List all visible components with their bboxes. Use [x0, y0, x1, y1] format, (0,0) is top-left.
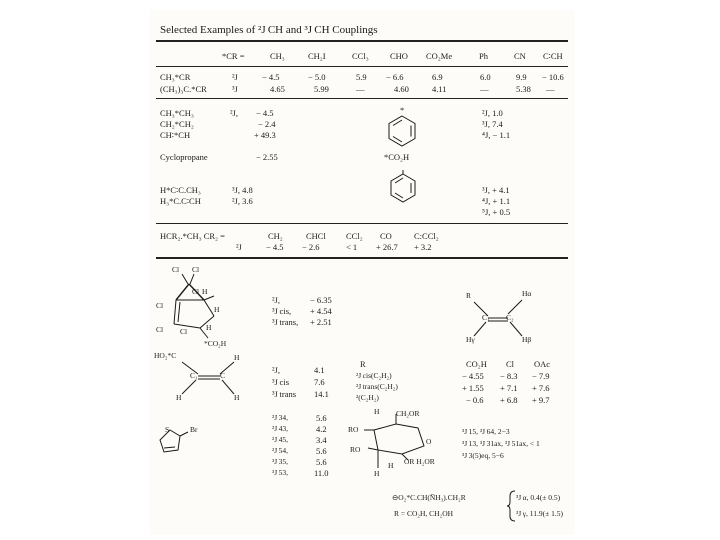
j-label: ²J — [236, 242, 242, 252]
compound-label: H*C∶C.CH₃ — [160, 185, 201, 195]
thiophene-structure — [158, 426, 208, 458]
j-label: ³J 35, — [272, 457, 289, 466]
atom-label: HO₂*C — [154, 351, 177, 360]
atom-label: Hγ — [466, 335, 475, 344]
compound-label: CH₃*CH₃ — [160, 108, 194, 118]
value: 6.0 — [480, 72, 491, 82]
j-label: ³J trans — [272, 389, 297, 399]
value: − 5.0 — [308, 72, 326, 82]
value: − 6.6 — [386, 72, 404, 82]
value: — — [480, 84, 489, 94]
value: — — [546, 84, 555, 94]
atom-label: Cl — [156, 301, 164, 310]
coupling-value: ²J, 3.6 — [232, 196, 253, 206]
divider — [156, 223, 568, 224]
value: − 0.6 — [466, 395, 484, 405]
value: + 3.2 — [414, 242, 432, 252]
j-label: ³J trans, — [272, 317, 299, 327]
r-label: R — [360, 359, 366, 369]
atom-label: C — [220, 371, 226, 380]
col-header: Cl — [506, 359, 515, 369]
value: 4.1 — [314, 365, 325, 375]
value: 4.65 — [270, 84, 285, 94]
col-header: CH₃ — [270, 51, 285, 61]
j-label: ²J 54, — [272, 446, 289, 455]
value: 4.2 — [316, 424, 327, 434]
value: 5.99 — [314, 84, 329, 94]
page-title: Selected Examples of ²J CH and ³J CH Couplings — [160, 24, 378, 36]
value: + 1.55 — [462, 383, 484, 393]
j-label: ²J trans(C₂H₂) — [356, 382, 398, 391]
alkene-structure — [462, 290, 542, 348]
value: − 8.3 — [500, 371, 518, 381]
value: − 6.35 — [310, 295, 332, 305]
benzene-structure — [386, 114, 418, 148]
atom-label: C₁ — [190, 371, 198, 380]
value: + 6.8 — [500, 395, 518, 405]
value: − 2.6 — [302, 242, 320, 252]
col-header: CN — [514, 51, 526, 61]
value: 5.6 — [316, 413, 327, 423]
value: 5.38 — [516, 84, 531, 94]
coupling-value: ⁵J, + 0.5 — [482, 207, 511, 217]
value: 5.9 — [356, 72, 367, 82]
coupling-value: ³J 13, ³J 31ax, ³J 51ax, < 1 — [462, 439, 540, 448]
value: 4.60 — [394, 84, 409, 94]
atom-label: R — [466, 291, 472, 300]
col-header: CHCl — [306, 231, 326, 241]
value: − 7.9 — [532, 371, 550, 381]
col-header: Ph — [479, 51, 488, 61]
atom-label: C₁ — [482, 313, 490, 322]
col-header: C:CCl₂ — [414, 231, 439, 241]
atom-label: H — [176, 393, 182, 402]
header-label: *CR = — [222, 51, 245, 61]
j-label: ²J, — [230, 108, 238, 118]
atom-label: RO — [348, 425, 359, 434]
document-page — [150, 10, 575, 535]
j-label: ²J 45, — [272, 435, 289, 444]
value: − 4.5 — [262, 72, 280, 82]
col-header: C∶CH — [543, 51, 563, 61]
compound-label: H₃*C.C∶CH — [160, 196, 201, 206]
carbon-mark: * — [400, 105, 405, 115]
atom-label: Br — [190, 425, 198, 434]
coupling-value: ³J, + 4.1 — [482, 185, 510, 195]
bicyclic-structure — [154, 266, 240, 350]
col-header: CH₂ — [268, 231, 283, 241]
value: − 4.55 — [462, 371, 484, 381]
atom-label: *CO₂H — [204, 339, 227, 348]
value: + 26.7 — [376, 242, 398, 252]
compound-label: Cyclopropane — [160, 152, 208, 162]
col-header: OAc — [534, 359, 551, 369]
formula: ⊖O₂*C.CH(N̅H₃).CH₂R — [392, 493, 466, 502]
atom-label: Cl — [172, 265, 180, 274]
compound-label: CH∶*CH — [160, 130, 191, 140]
atom-label: H — [374, 407, 380, 416]
value: + 7.1 — [500, 383, 518, 393]
compound-label: CH₂*CH₂ — [160, 119, 194, 129]
coupling-value: ²J, 1.0 — [482, 108, 503, 118]
divider — [156, 98, 568, 99]
value: < 1 — [346, 242, 358, 252]
atom-label: Hβ — [522, 335, 532, 344]
value: 3.4 — [316, 435, 327, 445]
value: 6.9 — [432, 72, 443, 82]
value: + 9.7 — [532, 395, 550, 405]
coupling-value: ³J, 7.4 — [482, 119, 503, 129]
atom-label: O — [426, 437, 432, 446]
atom-label: RO — [350, 445, 361, 454]
value: − 4.5 — [266, 242, 284, 252]
coupling-value: ⁴J, + 1.1 — [482, 196, 511, 206]
atom-label: H — [374, 469, 380, 478]
value: + 49.3 — [254, 130, 276, 140]
divider — [156, 257, 568, 259]
coupling-value: ⁴J, − 1.1 — [482, 130, 511, 140]
atom-label: H — [206, 323, 212, 332]
value: 9.9 — [516, 72, 527, 82]
divider — [156, 66, 568, 67]
j-label: ²J, — [272, 295, 280, 305]
value: + 2.51 — [310, 317, 332, 327]
j-label: ²J, — [272, 365, 280, 375]
col-header: CO — [380, 231, 392, 241]
compound-label: CH₃*CR — [160, 72, 191, 82]
col-header: CH₂I — [308, 51, 326, 61]
j-label: ²J 34, — [272, 413, 289, 422]
atom-label: Cl — [180, 327, 188, 336]
atom-label: H — [234, 393, 240, 402]
j-label: ³J — [232, 84, 238, 94]
coupling-value: ³J α, 0.4(± 0.5) — [516, 493, 561, 502]
atom-label: Hα — [522, 289, 532, 298]
value: − 2.55 — [256, 152, 278, 162]
col-header: CO₂H — [466, 359, 487, 369]
coupling-value: ³J, 4.8 — [232, 185, 253, 195]
j-label: ³J 53, — [272, 468, 289, 477]
atom-label: H — [234, 353, 240, 362]
atom-label: Cl — [192, 265, 200, 274]
sugar-structure — [346, 408, 446, 484]
value: 11.0 — [314, 468, 329, 478]
brace — [506, 490, 516, 522]
value: 14.1 — [314, 389, 329, 399]
atom-label: CH₂OR — [396, 409, 420, 418]
col-header: CHO — [390, 51, 408, 61]
atom-label: C₂ — [506, 313, 514, 322]
coupling-value: ³J 15, ³J 64, 2−3 — [462, 427, 510, 436]
substituent-label: *CO₂H — [384, 152, 410, 162]
atom-label: H — [202, 287, 208, 296]
formula: R = CO₂H, CH₂OH — [394, 509, 454, 518]
value: − 10.6 — [542, 72, 564, 82]
divider — [156, 40, 568, 42]
atom-label: H — [388, 461, 394, 470]
compound-label: HCR₂.*CH₃ CR₂ = — [160, 231, 225, 241]
value: + 7.6 — [532, 383, 550, 393]
value: + 4.54 — [310, 306, 332, 316]
value: 5.6 — [316, 457, 327, 467]
value: — — [356, 84, 365, 94]
coupling-value: ³J γ, 11.9(± 1.5) — [516, 509, 563, 518]
atom-label: S — [165, 425, 170, 434]
j-label: ²J cis(C₂H₂) — [356, 371, 392, 380]
atom-label: Cl — [192, 287, 200, 296]
value: 5.6 — [316, 446, 327, 456]
j-label: ²(C₂H₂) — [356, 393, 379, 402]
atom-label: H — [214, 305, 220, 314]
atom-label: Cl — [156, 325, 164, 334]
j-label: ³J cis, — [272, 306, 292, 316]
value: 4.11 — [432, 84, 447, 94]
acrylic-acid-structure — [154, 350, 254, 404]
benzene-structure — [388, 170, 418, 204]
col-header: CCl₃ — [352, 51, 369, 61]
col-header: CO₂Me — [426, 51, 453, 61]
col-header: CCl₂ — [346, 231, 363, 241]
j-label: ³J cis — [272, 377, 289, 387]
atom-label: OR H₂OR — [404, 457, 435, 466]
value: − 4.5 — [256, 108, 274, 118]
j-label: ²J — [232, 72, 238, 82]
value: 7.6 — [314, 377, 325, 387]
compound-label: (CH₃)₃C.*CR — [160, 84, 207, 94]
value: − 2.4 — [258, 119, 276, 129]
coupling-value: ³J 3(5)eq, 5−6 — [462, 451, 504, 460]
j-label: ²J 43, — [272, 424, 289, 433]
